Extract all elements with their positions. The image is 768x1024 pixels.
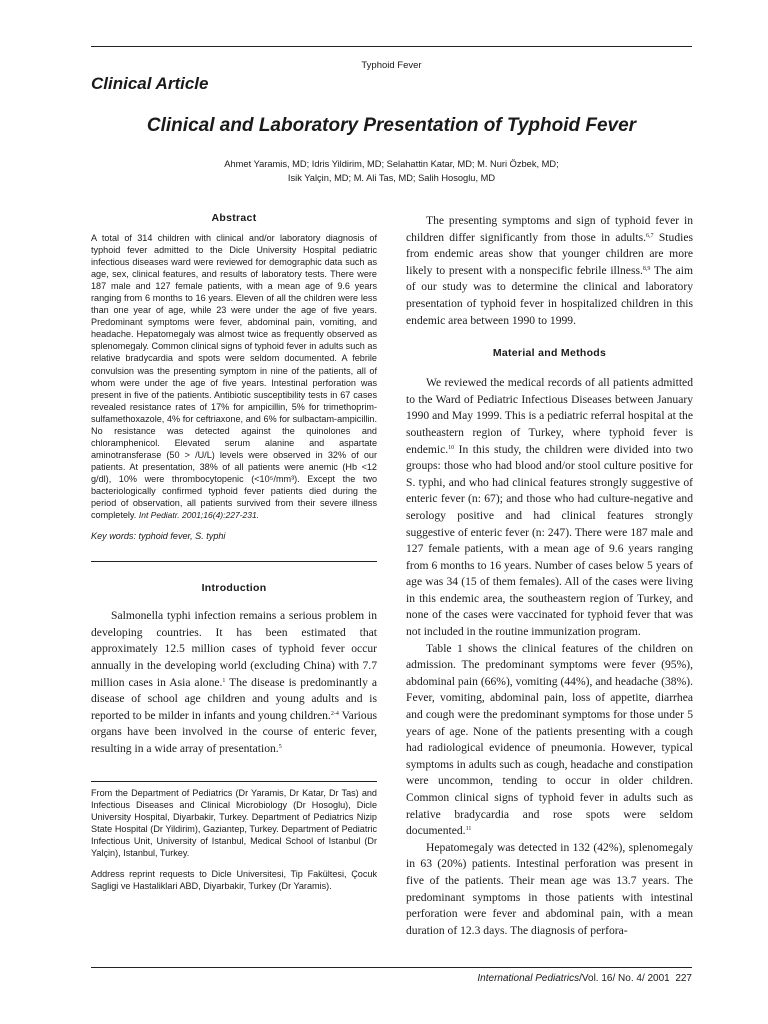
p1-text-c: The aim of our study was to determine the clinical and laboratory presentation of typhoid fever in hospitalized children in this endemic area between 1990 to 1999. (406, 263, 694, 327)
introduction-paragraph (91, 608, 377, 757)
p3-text-a: Table 1 shows the clinical features of the children on admission. The predominant symptoms were fever (95%), abdominal pain (66%), vomiting (44%), and headache (38%). Fever, vomiting, abdominal pain, loss of appetite, diarrhea and cough were the predominant symptoms for those under 5 years of age. None of the patients presenting with a cough had radiological evidence of pneumonia. However, typical symptoms in adults such as cough, headache and constipation were uncommon, tending to occur in older children. Common clinical signs of typhoid fever in adults such as relative bradycardia and rose spots were seldom documented. (406, 641, 693, 838)
journal-issue: /Vol. 16/ No. 4/ 2001 (579, 973, 670, 984)
left-column (91, 212, 377, 893)
methods-heading: Material and Methods (492, 347, 607, 360)
intro-text-b: The disease is predominantly a disease of school age children and young adults and is reported to be milder in infants and young children. (91, 675, 377, 722)
ref-1: 1 (222, 677, 226, 684)
abstract-heading: Abstract (211, 212, 257, 224)
ref-6-7: 6,7 (646, 232, 654, 239)
page-number: 227 (675, 973, 692, 984)
abstract-text (91, 232, 377, 521)
table1-paragraph (406, 641, 693, 840)
ref-10: 10 (448, 444, 455, 451)
article-title: Clinical and Laboratory Presentation of Typhoid Fever (146, 115, 637, 136)
p2-text-a: We reviewed the medical records of all patients admitted to the Ward of Pediatric Infectious Diseases between January 1990 and May 1999. This is a pediatric referral hospital at the southeastern region of Turkey, where typhoid fever is endemic. (406, 376, 693, 456)
intro-text-a: Salmonella typhi infection remains a serious problem in developing countries. It has been estimated that approximately 12.5 million cases of typhoid fever occur annually in the developing world (excluding China) with 7.7 million cases in Asia alone. (91, 609, 377, 689)
page-footer (477, 973, 692, 984)
p1-text-b: Studies from endemic areas show that younger children are more likely to present with a nonspecific febrile illness. (406, 230, 693, 277)
abstract-body: A total of 314 children with clinical and/or laboratory diagnosis of typhoid fever admitted to the Dicle University Hospital pediatric infectious diseases ward were reviewed for demographic data such as age, sex, clinical features, and results of laboratory tests. There were 187 male and 127 female patients, with a mean age of 9.6 years ranging from 6 months to 16 years. Eleven of all the children were less than one year of age, while 23 were under the age of five years. Predominant symptoms were fever, abdominal pain, vomiting, and headache. Hepatomegaly was almost twice as frequently observed as splenomegaly. Common clinical signs of typhoid fever in adults such as relative bradycardia and spots were seldom documented. A febrile convulsion was the presenting symptom in nine of the patients, all of whom were under the age of five years. Intestinal perforation was present in five of the patients. Antibiotic susceptibility tests in 67 cases revealed resistance rates of 17% for ampicillin, 5% for trimethoprim-sulfamethoxazole, 4% for ceftriaxone, and 6% for sulbactam-ampicillin. No resistance was detected against the quinolones and chloramphenicol. Elevated serum alanine and aspartate aminotransferase (50 > /U/L) levels were observed in 32% of our patients. At presentation, 38% of all patients were anemic (Hb <12 g/dl), 10% were thrombocytopenic (<10⁵/mm³). Except the two bacteriologically confirmed typhoid fever patients died during the period of observation, all patients survived from their severe illness completely. (91, 233, 377, 521)
p2-text-b: In this study, the children were divided into two groups: those who had blood and/or stool culture positive for S. typhi, and who had clinical features strongly suggestive of enteric fever (n: 67); and those who had culture-negative and serology positive and had clinical features strongly suggestive of enteric fever (n: 247). There were 187 male and 127 female patients, with a mean age of 9.6 years ranging from 6 months to 16 years. Number of cases below 5 years of age was 34 (15 of them females). All of the cases were living in this endemic area, the southeastern region of Turkey, and none of the cases were vaccinated for typhoid fever that was not included in the routine immunization program. (406, 442, 693, 639)
right-column (406, 213, 693, 939)
ref-5: 5 (278, 743, 282, 750)
ref-11: 11 (465, 826, 472, 833)
author-list (110, 158, 673, 185)
p1-text-a: The presenting symptoms and sign of typhoid fever in children differ significantly from those in adults. (406, 214, 693, 244)
intro-text-c: Various organs have been involved in the course of enteric fever, resulting in a wide array of presentation. (91, 708, 378, 755)
ref-8-9: 8,9 (642, 265, 651, 272)
ref-2-4: 2-4 (330, 710, 339, 717)
affiliations-note: From the Department of Pediatrics (Dr Yaramis, Dr Katar, Dr Tas) and Infectious Diseases and Clinical Microbiology (Dr Hosoglu), Dicle University Hospital, Diyarbakir, Turkey. Department of Pediatrics Nizip State Hospital (Dr Yildirim), Gaziantep, Turkey. Department of Pediatric Infectious Unit, University of Istanbul, Medical School of Istanbul (Dr Yalçin), Istanbul, Turkey. (91, 788, 377, 858)
keywords: Key words: typhoid fever, S. typhi (91, 531, 226, 542)
journal-name: International Pediatrics (477, 973, 580, 984)
abstract-citation: Int Pediatr. 2001;16(4):227-231. (138, 510, 260, 521)
bottom-rule (91, 967, 692, 968)
footnote-divider (91, 781, 377, 782)
top-rule (91, 46, 692, 47)
hepatomegaly-paragraph: Hepatomegaly was detected in 132 (42%), splenomegaly in 63 (20%) patients. Intestinal perforation was present in five of the patients. Their mean age was 13.7 years. The predominant symptoms in those patients with intestinal perforation were fever and abdominal pain, with a mean duration of 12.3 days. The diagnosis of perfora- (406, 840, 693, 937)
abstract-divider (91, 561, 377, 562)
methods-paragraph (406, 375, 693, 641)
author-line-1: Ahmet Yaramis, MD; Idris Yildirim, MD; Selahattin Katar, MD; M. Nuri Özbek, MD; (224, 159, 559, 169)
author-line-2: Isik Yalçin, MD; M. Ali Tas, MD; Salih Hosoglu, MD (287, 172, 496, 183)
intro-continued-paragraph (406, 213, 693, 329)
running-head: Typhoid Fever (361, 60, 422, 71)
introduction-heading: Introduction (201, 582, 267, 595)
reprint-note: Address reprint requests to Dicle Universitesi, Tip Fakültesi, Çocuk Sagligi ve Hastaliklari ABD, Diyarbakir, Turkey (Dr Yaramis). (91, 868, 377, 891)
section-label: Clinical Article (91, 74, 209, 93)
